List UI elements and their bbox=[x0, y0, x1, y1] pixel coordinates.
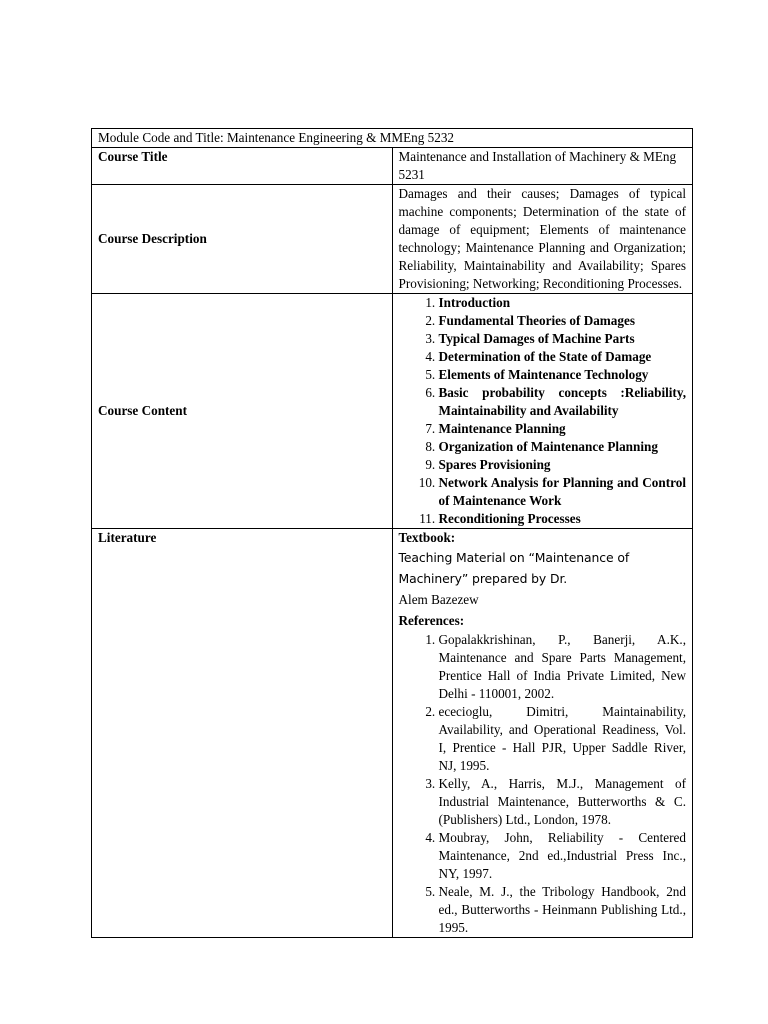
references-heading: References: bbox=[398, 613, 465, 628]
module-row bbox=[92, 129, 693, 148]
course-description-label: Course Description bbox=[92, 185, 393, 294]
course-description-row bbox=[92, 185, 693, 294]
course-title-label: Course Title bbox=[92, 148, 393, 185]
literature-cell bbox=[392, 529, 693, 938]
content-item: 10. Network Analysis for Planning and Control of Maintenance Work bbox=[439, 474, 687, 510]
content-item: 6. Basic probability concepts :Reliability, Maintainability and Availability bbox=[439, 384, 687, 420]
course-title-row bbox=[92, 148, 693, 185]
course-content-cell bbox=[392, 294, 693, 529]
reference-item: 2. ececioglu, Dimitri, Maintainability, Availability, and Operational Readiness, Vol. I, Prentice - Hall PJR, Upper Saddle River, NJ, 1995. bbox=[439, 703, 687, 775]
textbook-author: Alem Bazezew bbox=[398, 592, 479, 607]
reference-item: 5. Neale, M. J., the Tribology Handbook, 2nd ed., Butterworths - Heinmann Publishing Ltd., 1995. bbox=[439, 883, 687, 937]
content-item: 8. Organization of Maintenance Planning bbox=[439, 438, 687, 456]
textbook-heading: Textbook: bbox=[398, 530, 456, 545]
module-table bbox=[91, 128, 693, 938]
course-content-label: Course Content bbox=[92, 294, 393, 529]
literature-row bbox=[92, 529, 693, 938]
reference-item: 4. Moubray, John, Reliability - Centered Maintenance, 2nd ed.,Industrial Press Inc., NY, 1997. bbox=[439, 829, 687, 883]
course-description-value: Damages and their causes; Damages of typical machine components; Determination of the state of damage of equipment; Elements of maintenance technology; Maintenance Planning and Organization; Reliability, Maintainability and Availability; Spares Provisioning; Networking; Reconditioning Processes. bbox=[392, 185, 693, 294]
reference-item: 1. Gopalakkrishinan, P., Banerji, A.K., Maintenance and Spare Parts Management, Prentice Hall of India Private Limited, New Delhi - 110001, 2002. bbox=[439, 631, 687, 703]
content-item: 2. Fundamental Theories of Damages bbox=[439, 312, 687, 330]
references-list bbox=[399, 631, 687, 937]
course-content-row bbox=[92, 294, 693, 529]
content-item: 1. Introduction bbox=[439, 294, 687, 312]
reference-item: 3. Kelly, A., Harris, M.J., Management of Industrial Maintenance, Butterworths & C. (Publishers) Ltd., London, 1978. bbox=[439, 775, 687, 829]
course-title-value: Maintenance and Installation of Machinery & MEng 5231 bbox=[392, 148, 693, 185]
content-item: 3. Typical Damages of Machine Parts bbox=[439, 330, 687, 348]
content-item: 9. Spares Provisioning bbox=[439, 456, 687, 474]
content-item: 5. Elements of Maintenance Technology bbox=[439, 366, 687, 384]
literature-label: Literature bbox=[92, 529, 393, 938]
module-code-title: Module Code and Title: Maintenance Engineering & MMEng 5232 bbox=[92, 129, 693, 148]
course-content-list bbox=[399, 294, 687, 528]
content-item: 7. Maintenance Planning bbox=[439, 420, 687, 438]
textbook-line: Teaching Material on “Maintenance of Machinery” prepared by Dr. bbox=[398, 550, 630, 586]
content-item: 11. Reconditioning Processes bbox=[439, 510, 687, 528]
content-item: 4. Determination of the State of Damage bbox=[439, 348, 687, 366]
